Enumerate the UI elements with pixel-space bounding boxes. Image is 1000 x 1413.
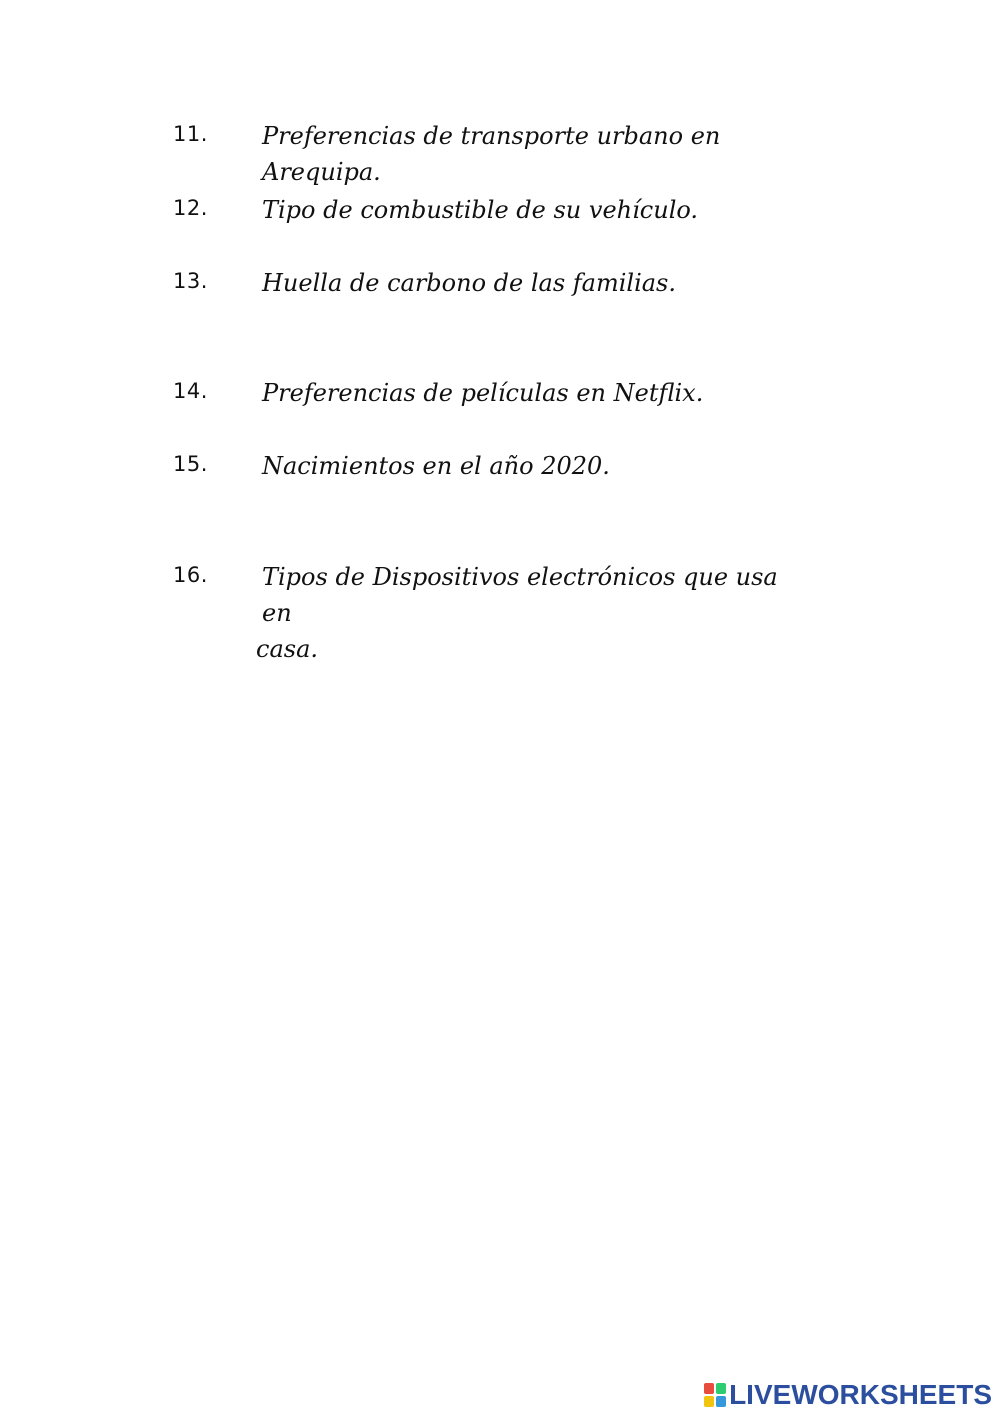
item-text <box>256 559 802 667</box>
item-number: 15. <box>173 452 208 476</box>
liveworksheets-watermark <box>704 1381 992 1409</box>
liveworksheets-logo-icon <box>704 1383 726 1407</box>
item-text-line-2: casa. <box>256 635 319 663</box>
watermark-brand-text: LIVEWORKSHEETS <box>729 1379 992 1410</box>
item-text: Preferencias de películas en Netflix. <box>262 379 704 407</box>
item-text: Huella de carbono de las familias. <box>262 269 676 297</box>
item-number: 11. <box>173 122 208 146</box>
item-number: 16. <box>173 563 208 587</box>
item-number: 13. <box>173 269 208 293</box>
item-number: 14. <box>173 379 208 403</box>
item-text: Tipo de combustible de su vehículo. <box>262 196 699 224</box>
item-number: 12. <box>173 196 208 220</box>
item-text: Nacimientos en el año 2020. <box>262 452 610 480</box>
item-text-line-1: Tipos de Dispositivos electrónicos que usa en <box>262 563 778 627</box>
item-text: Preferencias de transporte urbano en Arequipa. <box>262 122 721 186</box>
